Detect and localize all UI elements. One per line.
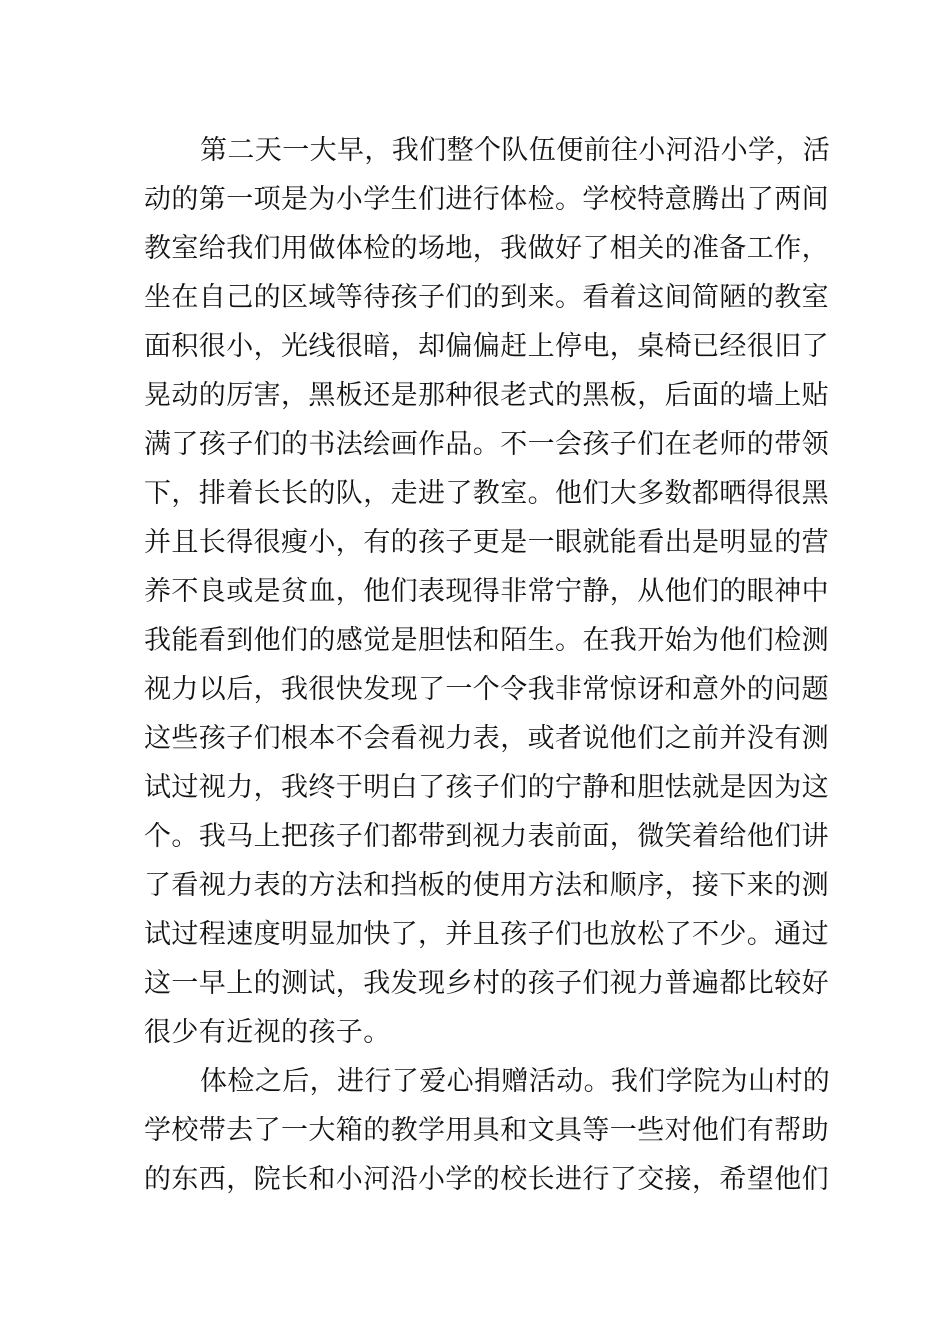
- text-line: 学校带去了一大箱的教学用具和文具等一些对他们有帮助: [144, 1115, 829, 1146]
- text-line: 晃动的厉害，黑板还是那种很老式的黑板，后面的墙上贴: [144, 380, 829, 411]
- text-line: 了看视力表的方法和挡板的使用方法和顺序，接下来的测: [144, 870, 829, 901]
- text-line: 试过程速度明显加快了，并且孩子们也放松了不少。通过: [144, 919, 829, 950]
- text-line: 并且长得很瘦小，有的孩子更是一眼就能看出是明显的营: [144, 527, 829, 558]
- text-line: 体检之后，进行了爱心捐赠活动。我们学院为山村的: [200, 1066, 831, 1097]
- text-line: 第二天一大早，我们整个队伍便前往小河沿小学，活: [200, 135, 831, 166]
- text-line: 坐在自己的区域等待孩子们的到来。看着这间简陋的教室: [144, 282, 829, 313]
- text-line: 动的第一项是为小学生们进行体检。学校特意腾出了两间: [144, 184, 829, 215]
- text-line: 个。我马上把孩子们都带到视力表前面，微笑着给他们讲: [144, 821, 829, 852]
- paragraph-1: [144, 126, 831, 1057]
- text-line: 试过视力，我终于明白了孩子们的宁静和胆怯就是因为这: [144, 772, 829, 803]
- text-line: 面积很小，光线很暗，却偏偏赶上停电，桌椅已经很旧了: [144, 331, 829, 362]
- text-line: 这一早上的测试，我发现乡村的孩子们视力普遍都比较好: [144, 968, 829, 999]
- text-line: 视力以后，我很快发现了一个令我非常惊讶和意外的问题: [144, 674, 829, 705]
- text-line: 很少有近视的孩子。: [144, 1017, 391, 1048]
- paragraph-2: [144, 1057, 831, 1204]
- text-line: 养不良或是贫血，他们表现得非常宁静，从他们的眼神中: [144, 576, 829, 607]
- text-line: 教室给我们用做体检的场地，我做好了相关的准备工作，: [144, 233, 829, 264]
- text-line: 我能看到他们的感觉是胆怯和陌生。在我开始为他们检测: [144, 625, 829, 656]
- body-text: [144, 126, 831, 1204]
- text-line: 下，排着长长的队，走进了教室。他们大多数都晒得很黑: [144, 478, 829, 509]
- text-line: 这些孩子们根本不会看视力表，或者说他们之前并没有测: [144, 723, 829, 754]
- text-line: 的东西，院长和小河沿小学的校长进行了交接，希望他们: [144, 1164, 829, 1195]
- text-line: 满了孩子们的书法绘画作品。不一会孩子们在老师的带领: [144, 429, 829, 460]
